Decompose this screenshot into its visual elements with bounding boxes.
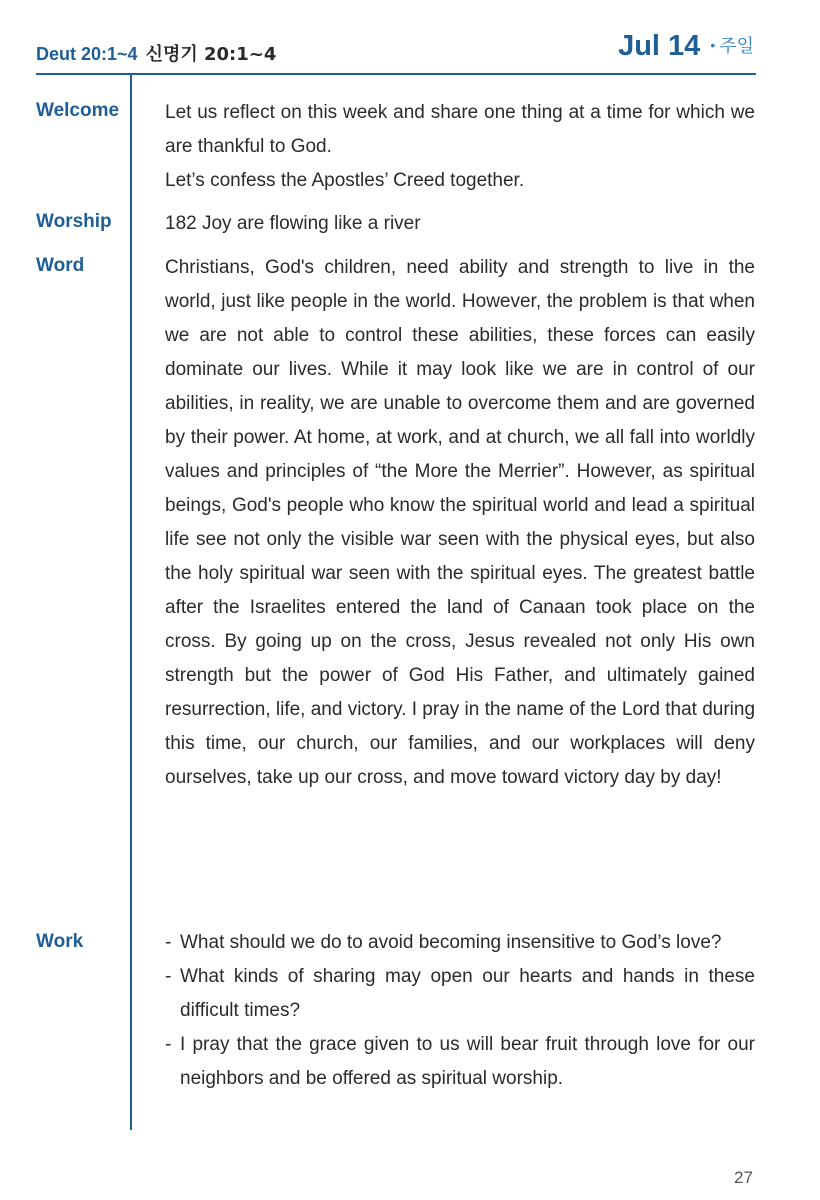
scripture-reference-kr: 신명기 20:1~4: [145, 44, 277, 65]
scripture-reference-en: Deut 20:1~4: [36, 44, 138, 64]
worship-label: Worship: [36, 211, 112, 232]
dash-icon: -: [165, 966, 172, 987]
welcome-text: [165, 96, 755, 198]
separator-dot-icon: •: [710, 37, 716, 53]
work-item-text: What should we do to avoid becoming insensitive to God’s love?: [180, 932, 722, 953]
work-item: [165, 926, 755, 960]
scripture-reference: [36, 40, 276, 66]
dash-icon: -: [165, 1034, 172, 1055]
work-item: [165, 1028, 755, 1096]
dash-icon: -: [165, 932, 172, 953]
work-item: [165, 960, 755, 1028]
welcome-line-1: Let us reflect on this week and share one thing at a time for which we are thankful to God.: [165, 102, 755, 157]
work-item-text: What kinds of sharing may open our hearts and hands in these difficult times?: [180, 966, 755, 1021]
work-item-text: I pray that the grace given to us will bear fruit through love for our neighbors and be offered as spiritual worship.: [180, 1034, 755, 1089]
word-text: Christians, God's children, need ability and strength to live in the world, just like people in the world. However, the problem is that when we are not able to control these abilities, these forces can easily dominate our lives. While it may look like we are in control of our abilities, in reality, we are unable to overcome them and are governed by their power. At home, at work, and at church, we all fall into worldly values and principles of “the More the Merrier”. However, as spiritual beings, God's people who know the spiritual world and lead a spiritual life see not only the visible war seen with the physical eyes, but also the holy spiritual war seen with the spiritual eyes. The greatest battle after the Israelites entered the land of Canaan took place on the cross. By going up on the cross, Jesus revealed not only His own strength but the power of God His Father, and ultimately gained resurrection, life, and victory. I pray in the name of the Lord that during this time, our church, our families, and our workplaces will deny ourselves, take up our cross, and move toward victory day by day!: [165, 257, 756, 788]
date: Jul 14: [618, 30, 701, 62]
worship-hymn: 182 Joy are flowing like a river: [165, 213, 421, 234]
column-divider: [130, 75, 132, 1130]
header-rule: [36, 73, 756, 75]
day-of-week: 주일: [719, 36, 754, 57]
work-list: [165, 926, 755, 1096]
work-label: Work: [36, 931, 84, 952]
page-header: [36, 0, 756, 78]
page-number: 27: [734, 1168, 753, 1187]
date-block: [618, 30, 754, 63]
word-label: Word: [36, 255, 85, 276]
welcome-line-2: Let’s confess the Apostles’ Creed together.: [165, 170, 525, 191]
welcome-label: Welcome: [36, 100, 120, 121]
